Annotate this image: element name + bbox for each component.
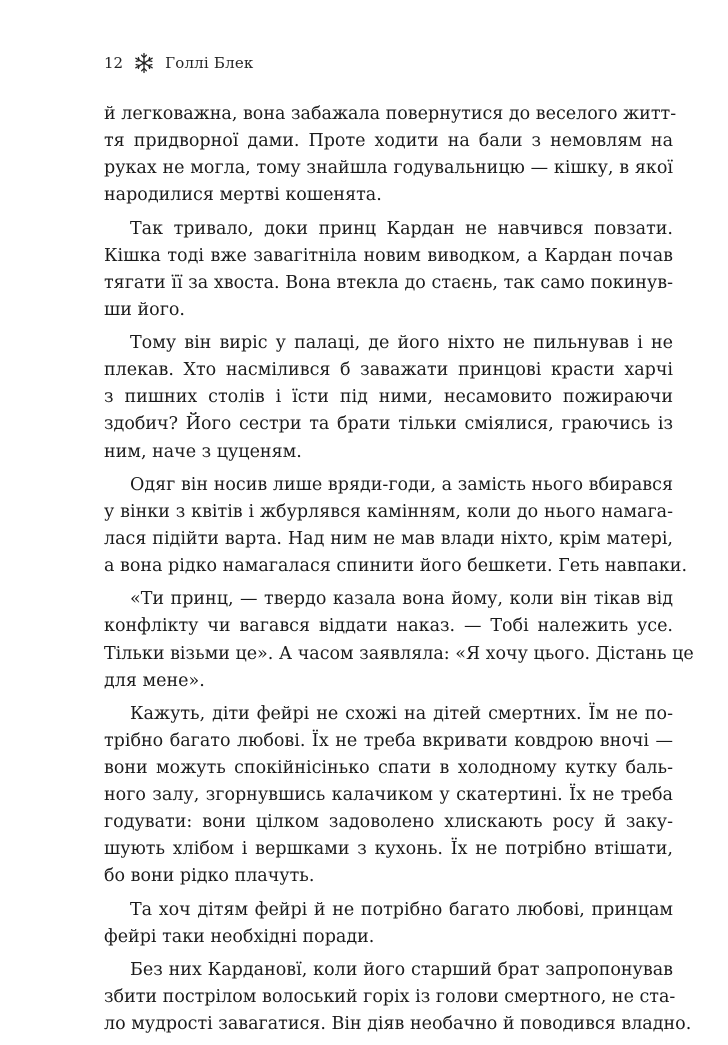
text-line: ного залу, згорнувшись калачиком у скатертині. Їх не треба bbox=[104, 785, 673, 806]
text-line: бо вони рідко плачуть. bbox=[104, 866, 315, 887]
text-line: Тільки візьми це». А часом заявляла: «Я хочу цього. Дістань це bbox=[104, 643, 694, 664]
text-line: Та хоч дітям фейрі й не потрібно багато любові, принцам bbox=[130, 899, 673, 920]
text-line: Тому він виріс у палаці, де його ніхто не пильнував і не bbox=[130, 333, 673, 354]
text-line: ши його. bbox=[104, 299, 185, 320]
running-header bbox=[104, 50, 253, 76]
text-line: «Ти принц, — твердо казала вона йому, коли він тікав від bbox=[130, 589, 673, 610]
text-line: Кішка тоді вже завагітніла новим виводком, а Кардан почав bbox=[104, 245, 673, 266]
text-line: вони можуть спокійнісінько спати в холодному кутку баль- bbox=[104, 758, 673, 779]
paragraph bbox=[104, 101, 677, 209]
text-line: плекав. Хто насмілився б заважати принцові красти харчі bbox=[104, 360, 673, 381]
page-number: 12 bbox=[104, 54, 124, 72]
text-line: для мене». bbox=[104, 670, 205, 691]
text-line: й легковажна, вона забажала повернутися до веселого житт- bbox=[104, 104, 677, 124]
text-line: здобич? Його сестри та брати тільки сміялися, граючись із bbox=[104, 414, 673, 435]
text-line: тягати її за хвоста. Вона втекла до стаєнь, так само покинув- bbox=[104, 272, 673, 293]
text-line: тя придворної дами. Проте ходити на бали з немовлям на bbox=[104, 131, 673, 152]
paragraph bbox=[104, 330, 673, 465]
paragraph bbox=[104, 472, 688, 580]
body-text bbox=[104, 101, 694, 1045]
text-line: Так тривало, доки принц Кардан не навчився повзати. bbox=[130, 218, 673, 239]
text-line: годувати: вони цілком задоволено хлискають росу й заку- bbox=[104, 812, 673, 833]
text-line: лася підійти варта. Над ним не мав влади ніхто, крім матері, bbox=[104, 528, 673, 549]
paragraph bbox=[104, 701, 673, 891]
text-line: ним, наче з цуценям. bbox=[104, 441, 302, 462]
text-line: трібно багато любові. Їх не треба вкривати ковдрою вночі — bbox=[104, 731, 673, 751]
text-line: а вона рідко намагалася спинити його бешкети. Геть навпаки. bbox=[104, 556, 688, 577]
paragraph bbox=[104, 897, 673, 951]
snowflake-icon bbox=[133, 52, 155, 74]
text-line: конфлікту чи вагався віддати наказ. — Тобі належить усе. bbox=[104, 616, 673, 637]
paragraph bbox=[104, 957, 692, 1038]
running-title-author: Голлі Блек bbox=[165, 54, 254, 72]
text-line: з пишних столів і їсти під ними, несамовито пожираючи bbox=[104, 387, 673, 408]
text-line: шують хлібом і вершками з кухонь. Їх не потрібно втішати, bbox=[104, 839, 673, 860]
text-line: народилися мертві кошенята. bbox=[104, 185, 382, 206]
text-line: ло мудрості завагатися. Він діяв необачно й поводився владно. bbox=[104, 1014, 692, 1035]
text-line: руках не могла, тому знайшла годувальницю — кішку, в якої bbox=[104, 158, 673, 179]
paragraph bbox=[104, 586, 694, 694]
text-line: Одяг він носив лише вряди-годи, а замість нього вбирався bbox=[130, 474, 673, 495]
text-line: у вінки з квітів і жбурлявся камінням, коли до нього намага- bbox=[104, 501, 673, 522]
text-line: Без них Кардановї, коли його старший брат запропонував bbox=[130, 960, 673, 981]
paragraph bbox=[104, 216, 673, 324]
text-line: фейрі таки необхідні поради. bbox=[104, 926, 375, 947]
text-line: збити пострілом волоський горіх із голови смертного, не ста- bbox=[104, 987, 676, 1008]
text-line: Кажуть, діти фейрі не схожі на дітей смертних. Їм не по- bbox=[130, 703, 673, 724]
